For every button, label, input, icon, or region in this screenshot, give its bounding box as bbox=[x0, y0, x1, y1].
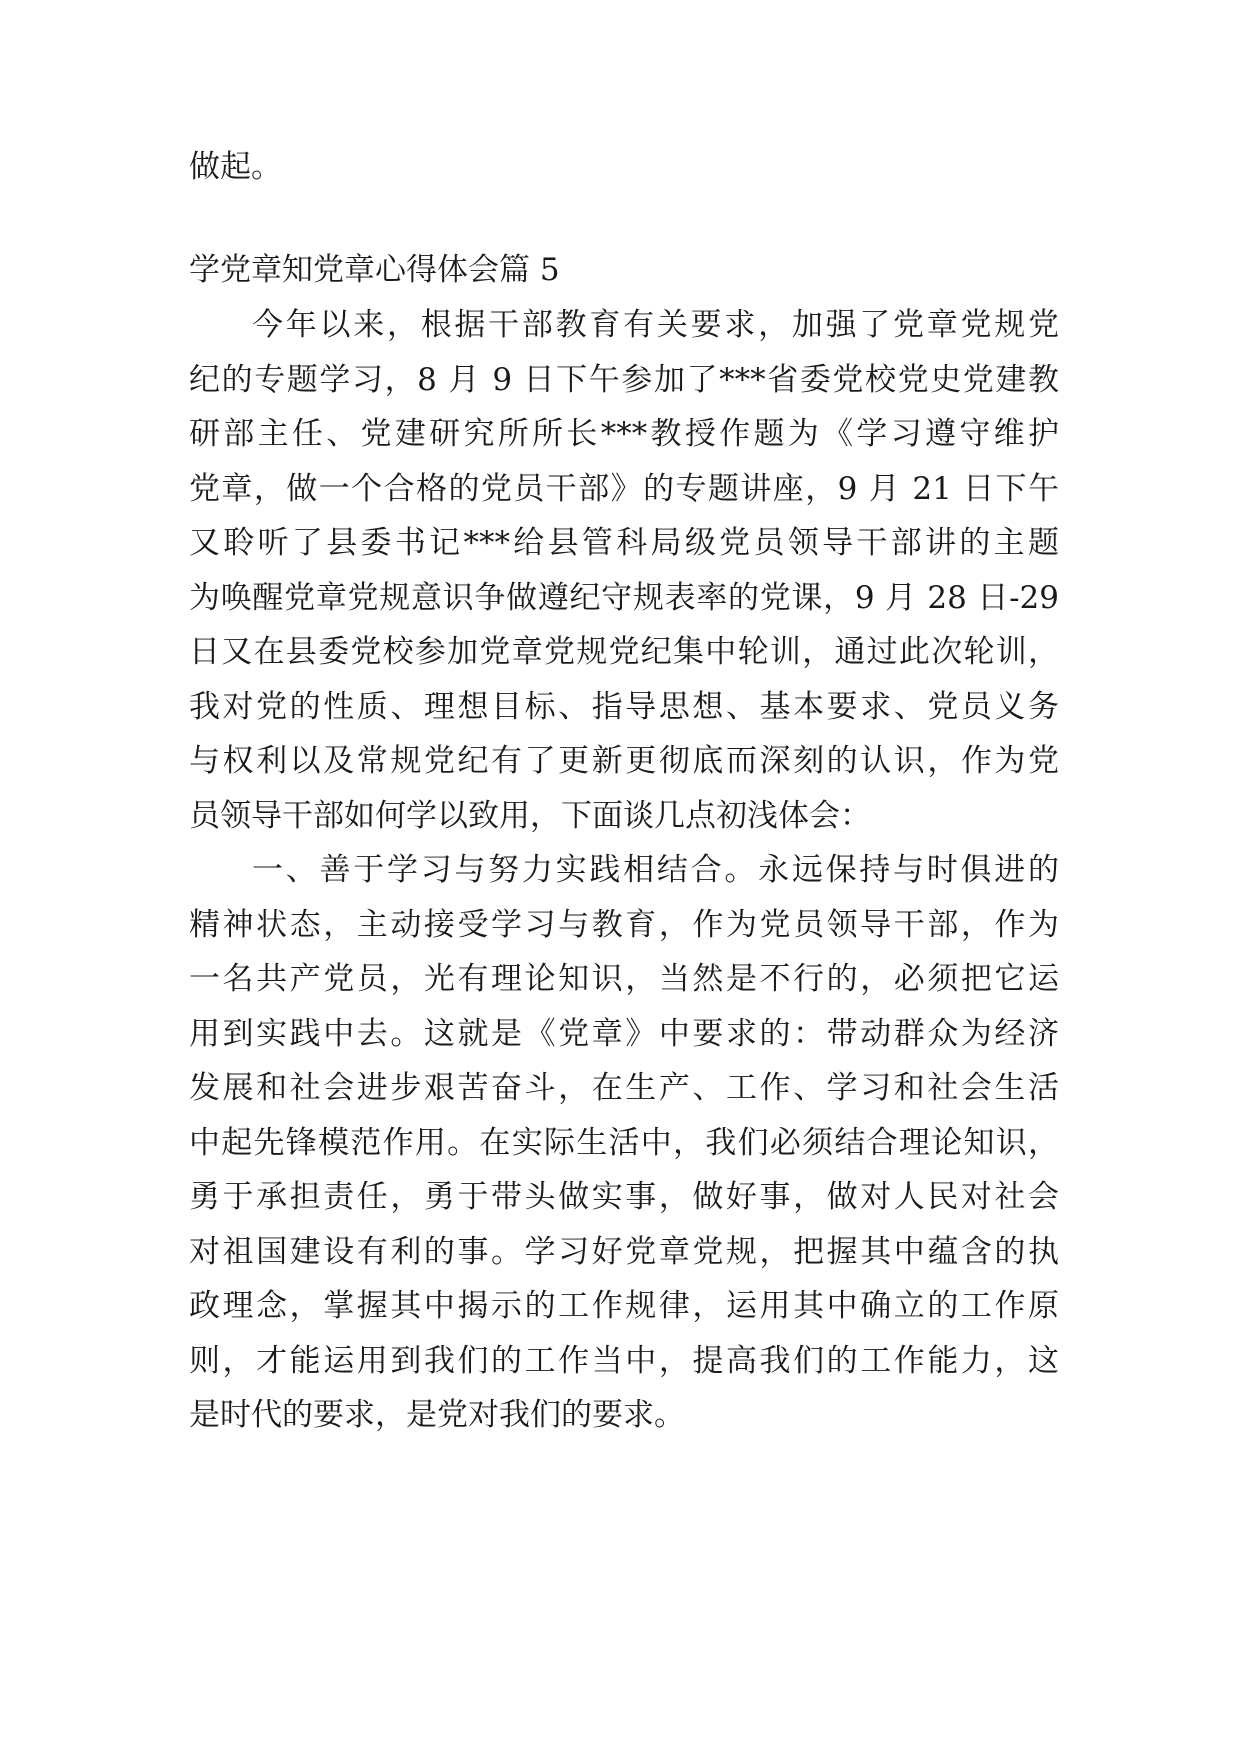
paragraph-line: 为唤醒党章党规意识争做遵纪守规表率的党课，9 月 28 日-29 bbox=[189, 580, 1059, 616]
paragraph-line: 对祖国建设有利的事。学习好党章党规，把握其中蕴含的执 bbox=[189, 1234, 1059, 1270]
paragraph-line: 员领导干部如何学以致用，下面谈几点初浅体会： bbox=[189, 798, 871, 834]
paragraph-line: 中起先锋模范作用。在实际生活中，我们必须结合理论知识， bbox=[189, 1125, 1059, 1161]
paragraph-line: 精神状态，主动接受学习与教育，作为党员领导干部，作为 bbox=[189, 907, 1059, 943]
paragraph-line: 研部主任、党建研究所所长***教授作题为《学习遵守维护 bbox=[189, 416, 1059, 452]
paragraph-line: 一、善于学习与努力实践相结合。永远保持与时俱进的 bbox=[252, 852, 1059, 888]
paragraph-line: 日又在县委党校参加党章党规党纪集中轮训，通过此次轮训， bbox=[189, 634, 1059, 670]
paragraph-line: 一名共产党员，光有理论知识，当然是不行的，必须把它运 bbox=[189, 961, 1059, 997]
paragraph-line: 与权利以及常规党纪有了更新更彻底而深刻的认识，作为党 bbox=[189, 743, 1059, 779]
paragraph-line: 则，才能运用到我们的工作当中，提高我们的工作能力，这 bbox=[189, 1343, 1059, 1379]
continued-text-fragment: 做起。 bbox=[189, 149, 282, 185]
paragraph-line: 纪的专题学习，8 月 9 日下午参加了***省委党校党史党建教 bbox=[189, 362, 1059, 398]
paragraph-line: 我对党的性质、理想目标、指导思想、基本要求、党员义务 bbox=[189, 689, 1059, 725]
paragraph-line: 今年以来，根据干部教育有关要求，加强了党章党规党 bbox=[252, 307, 1059, 343]
paragraph-line: 是时代的要求，是党对我们的要求。 bbox=[189, 1397, 685, 1433]
paragraph-line: 发展和社会进步艰苦奋斗，在生产、工作、学习和社会生活 bbox=[189, 1070, 1059, 1106]
paragraph-line: 用到实践中去。这就是《党章》中要求的：带动群众为经济 bbox=[189, 1016, 1059, 1052]
section-title: 学党章知党章心得体会篇 5 bbox=[189, 252, 560, 288]
paragraph-line: 党章，做一个合格的党员干部》的专题讲座，9 月 21 日下午 bbox=[189, 471, 1059, 507]
paragraph-line: 政理念，掌握其中揭示的工作规律，运用其中确立的工作原 bbox=[189, 1288, 1059, 1324]
paragraph-line: 又聆听了县委书记***给县管科局级党员领导干部讲的主题 bbox=[189, 525, 1059, 561]
paragraph-line: 勇于承担责任，勇于带头做实事，做好事，做对人民对社会 bbox=[189, 1179, 1059, 1215]
